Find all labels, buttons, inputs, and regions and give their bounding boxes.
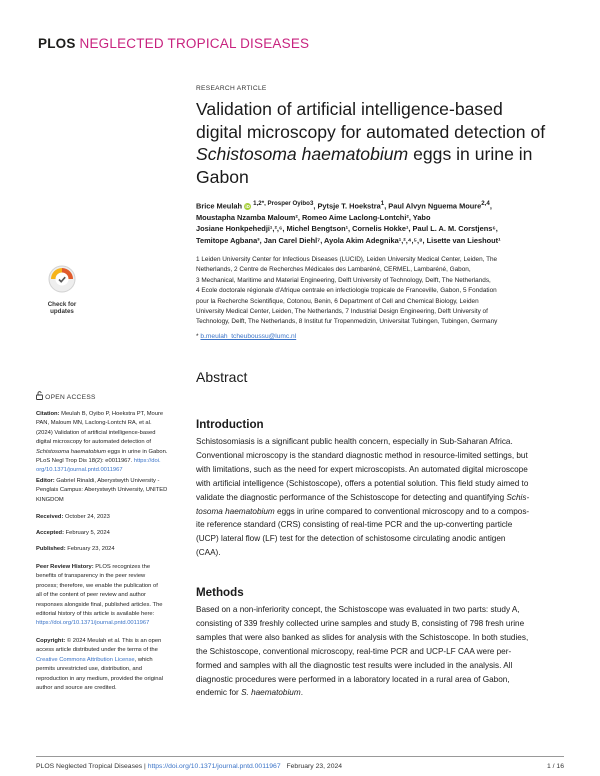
sidebar-line xyxy=(36,563,184,572)
sidebar-line: digital microscopy for automated detection of xyxy=(36,439,152,446)
sidebar-text: February 5, 2024 xyxy=(64,530,110,536)
corresponding-star: * xyxy=(196,333,199,340)
title-line: Gabon xyxy=(196,166,249,187)
author-line xyxy=(196,198,586,212)
author-list xyxy=(196,198,586,246)
para-line: samples that were also banked as slides for analysis with the Schistoscope. In both studies, xyxy=(196,632,529,642)
orcid-icon[interactable]: iD xyxy=(245,204,250,210)
title-line: digital microscopy for automated detection of xyxy=(196,121,546,142)
sidebar-line: PAN, Maloum MN, Laclong-Lontchi RA, et al. xyxy=(36,420,152,427)
open-access xyxy=(36,391,96,401)
sidebar-text: © 2024 Meulah et al. This is an open xyxy=(65,638,162,644)
species-italic: tosoma haematobium xyxy=(196,506,275,516)
para-text: endemic for xyxy=(196,688,242,698)
sidebar-line xyxy=(36,477,184,486)
author-affil-marks: 1,2*, Prosper Oyibo xyxy=(253,200,310,207)
sidebar-published xyxy=(36,545,184,554)
para-line: formed and samples with all the diagnostic test results were included in the analysis. All xyxy=(196,660,513,670)
sidebar-label: Published: xyxy=(36,546,66,552)
affiliation-line: Netherlands, 2 Centre de Recherches Médicales des Lambaréné, CERMEL, Lambaréné, Gabon, xyxy=(196,266,471,274)
species-italic: Schis- xyxy=(506,492,530,502)
sidebar-line: KINGDOM xyxy=(36,496,64,503)
page-footer xyxy=(36,763,564,770)
author-affil-marks: 3 xyxy=(309,200,314,207)
check-updates-icon xyxy=(47,264,77,294)
abstract-heading: Abstract xyxy=(196,369,248,385)
title-line: Validation of artificial intelligence-based xyxy=(196,99,503,119)
author-separator: , xyxy=(489,201,492,211)
sidebar-line: process; therefore, we enable the publication of xyxy=(36,582,158,589)
corresponding-email-link[interactable]: b.meulah_tcheuboussu@lumc.nl xyxy=(200,333,297,340)
para-line xyxy=(196,491,574,505)
sidebar-line: editorial history of this article is available here: xyxy=(36,611,155,618)
sidebar-label: Editor: xyxy=(36,478,55,484)
peer-review-link[interactable]: https://doi.org/10.1371/journal.pntd.0011967 xyxy=(36,620,150,627)
affiliation-line: Technology, Delft, The Netherlands, 8 Institut fur Tropenmedizin, Universitat Tubingen, Tubingen, Germany xyxy=(196,318,498,326)
author-affil-marks: 1 xyxy=(380,200,385,207)
corresponding-author xyxy=(196,333,296,340)
sidebar-line: permits unrestricted use, distribution, and xyxy=(36,666,143,673)
sidebar-label: Accepted: xyxy=(36,530,65,536)
species-italic: S. haematobium xyxy=(241,688,301,698)
sidebar-peer-review xyxy=(36,563,184,629)
sidebar-label: Citation: xyxy=(36,411,60,417)
sidebar-line xyxy=(36,466,184,475)
para-line: with artificial intelligence (Schistoscope), offers a potential solution. This field study aimed to xyxy=(196,478,529,488)
para-line: (CAA). xyxy=(196,548,221,558)
sidebar-line: Penglais Campus: Aberystwyth University, UNITED xyxy=(36,487,168,494)
title-species: Schistosoma haematobium xyxy=(196,144,409,164)
footer-date: February 23, 2024 xyxy=(286,763,343,770)
sidebar-label: Received: xyxy=(36,514,64,520)
sidebar-line xyxy=(36,410,184,419)
sidebar-text: October 24, 2023 xyxy=(63,514,110,520)
para-line: the Schistoscope, conventional microscopy, real-time PCR and UCP-LF CAA were per- xyxy=(196,646,512,656)
para-text: validate the diagnostic performance of the Schistoscope for detecting and quantifying xyxy=(196,492,505,502)
open-access-label: OPEN ACCESS xyxy=(45,394,96,401)
journal-plos: PLOS xyxy=(38,36,76,51)
author-line[interactable]: Josiane Honkpehedji¹,²,⁶, Michel Bengtson¹, Cornelis Hokke¹, Paul L. A. M. Corstjens⁶, xyxy=(196,224,498,234)
affiliation-line: 4 Ecole doctorale régionale d'Afrique centrale en infectiologie tropicale de Franceville, Gabon, 5 Fondation xyxy=(196,287,497,295)
journal-name: NEGLECTED TROPICAL DISEASES xyxy=(79,36,310,51)
sidebar-editor xyxy=(36,477,184,505)
affiliation-line: 1 Leiden University Center for Infectious Diseases (LUCID), Leiden University Medical Center, Leiden, The xyxy=(196,256,498,263)
author-name[interactable]: , Paul Alvyn Nguema Moure xyxy=(384,201,482,211)
sidebar-text: Meulah B, Oyibo P, Hoekstra PT, Moure xyxy=(59,411,164,417)
sidebar-received xyxy=(36,513,184,522)
para-line: diagnostic procedures were performed in a laboratory located in a rural area of Gabon, xyxy=(196,674,510,684)
para-line: consisting of 339 freshly collected urine samples and study B, consisting of 798 fresh urine xyxy=(196,618,525,628)
open-lock-icon xyxy=(36,391,43,400)
sidebar-citation xyxy=(36,410,184,476)
sidebar-line xyxy=(36,637,184,646)
para-line: (UCP) lateral flow (LF) test for the detection of schistosome circulating anodic antigen xyxy=(196,534,506,544)
footer-journal: PLOS Neglected Tropical Diseases | xyxy=(36,763,148,770)
para-line xyxy=(196,686,574,700)
author-affil-marks: 2,4 xyxy=(481,200,490,207)
para-line: with limitations, such as the need for expert microscopists. An automated digital microscope xyxy=(196,464,528,474)
sidebar-line: benefits of transparency in the peer review xyxy=(36,573,146,580)
sidebar-line: author and source are credited. xyxy=(36,685,117,692)
para-line: ite reference standard (CRS) consisting of real-time PCR and the up-converting particle xyxy=(196,520,513,530)
methods-paragraph xyxy=(196,603,574,700)
sidebar-text: PLoS Negl Trop Dis 18(2): e0011967. xyxy=(36,458,134,465)
sidebar-line xyxy=(36,656,184,665)
sidebar-line: (2024) Validation of artificial intelligence-based xyxy=(36,429,156,436)
sidebar-line: reproduction in any medium, provided the original xyxy=(36,675,163,682)
sidebar-text: Gabriel Rinaldi, Aberystwyth University - xyxy=(54,478,160,484)
sidebar-line xyxy=(36,619,184,628)
sidebar-accepted xyxy=(36,529,184,538)
para-line: Schistosomiasis is a significant public health concern, especially in Sub-Saharan Africa. xyxy=(196,437,513,446)
sidebar-label: Copyright: xyxy=(36,638,66,644)
para-text: eggs in urine compared to conventional microscopy and to a compos- xyxy=(274,506,530,516)
title-line xyxy=(196,143,576,166)
para-line xyxy=(196,505,574,519)
para-line: Conventional microscopy is the standard diagnostic method in resource-limited settings, but xyxy=(196,450,528,460)
sidebar-text: , which xyxy=(134,656,153,663)
check-updates-line: Check for xyxy=(47,301,77,308)
citation-doi-link[interactable]: org/10.1371/journal.pntd.0011967 xyxy=(36,467,123,474)
affiliations xyxy=(196,255,576,328)
sidebar-copyright xyxy=(36,637,184,693)
author-name[interactable]: , Pytsje T. Hoekstra xyxy=(313,201,381,211)
sidebar-line: responses alongside final, published articles. The xyxy=(36,601,163,608)
introduction-paragraph xyxy=(196,435,574,560)
check-updates-line: updates xyxy=(50,308,74,316)
sidebar-text: eggs in urine in Gabon. xyxy=(105,448,168,455)
sidebar-label: Peer Review History: xyxy=(36,564,94,570)
methods-heading: Methods xyxy=(196,586,244,599)
sidebar-text: PLOS recognizes the xyxy=(93,564,151,570)
author-name[interactable]: Brice Meulah xyxy=(196,201,243,211)
sidebar-line xyxy=(36,448,184,457)
para-text: . xyxy=(300,688,303,698)
author-line[interactable]: Temitope Agbana³, Jan Carel Diehl⁷, Ayola Akim Adegnika¹,²,⁴,⁵,⁸, Lisette van Lieshout¹ xyxy=(196,235,501,245)
para-line: Based on a non-inferiority concept, the Schistoscope was evaluated in two parts: study A, xyxy=(196,605,520,614)
sidebar-line: all of the content of peer review and author xyxy=(36,592,146,599)
check-for-updates-badge[interactable] xyxy=(36,264,88,320)
license-link[interactable]: Creative Commons Attribution License xyxy=(36,656,135,663)
citation-doi-link[interactable]: https://doi. xyxy=(133,458,161,465)
article-title xyxy=(196,98,576,188)
sidebar-text: February 23, 2024 xyxy=(65,546,115,552)
sidebar-line xyxy=(36,457,184,466)
journal-header xyxy=(38,36,309,51)
sidebar-line: access article distributed under the terms of the xyxy=(36,647,158,654)
article-type: RESEARCH ARTICLE xyxy=(196,85,267,92)
check-updates-label xyxy=(36,301,88,316)
introduction-heading: Introduction xyxy=(196,418,264,431)
affiliation-line: University Medical Center, Leiden, The Netherlands, 7 Industrial Design Engineering, Delft University of xyxy=(196,308,488,316)
footer-divider xyxy=(36,756,564,757)
affiliation-line: 3 Mechanical, Maritime and Material Engineering, Delft University of Technology, Delft, The Netherlands, xyxy=(196,276,491,284)
page-number: 1 / 16 xyxy=(546,763,564,770)
title-line-rest: eggs in urine in xyxy=(408,144,533,164)
affiliation-line: pour la Recherche Scientifique, Cotonou, Benin, 6 Department of Cell and Chemical Biology, Leiden xyxy=(196,297,479,305)
author-line[interactable]: Moustapha Nzamba Maloum², Romeo Aime Laclong-Lontchi², Yabo xyxy=(196,212,431,222)
species-italic: Schistosoma haematobium xyxy=(36,448,106,455)
footer-doi-link[interactable]: https://doi.org/10.1371/journal.pntd.0011967 xyxy=(147,763,281,770)
